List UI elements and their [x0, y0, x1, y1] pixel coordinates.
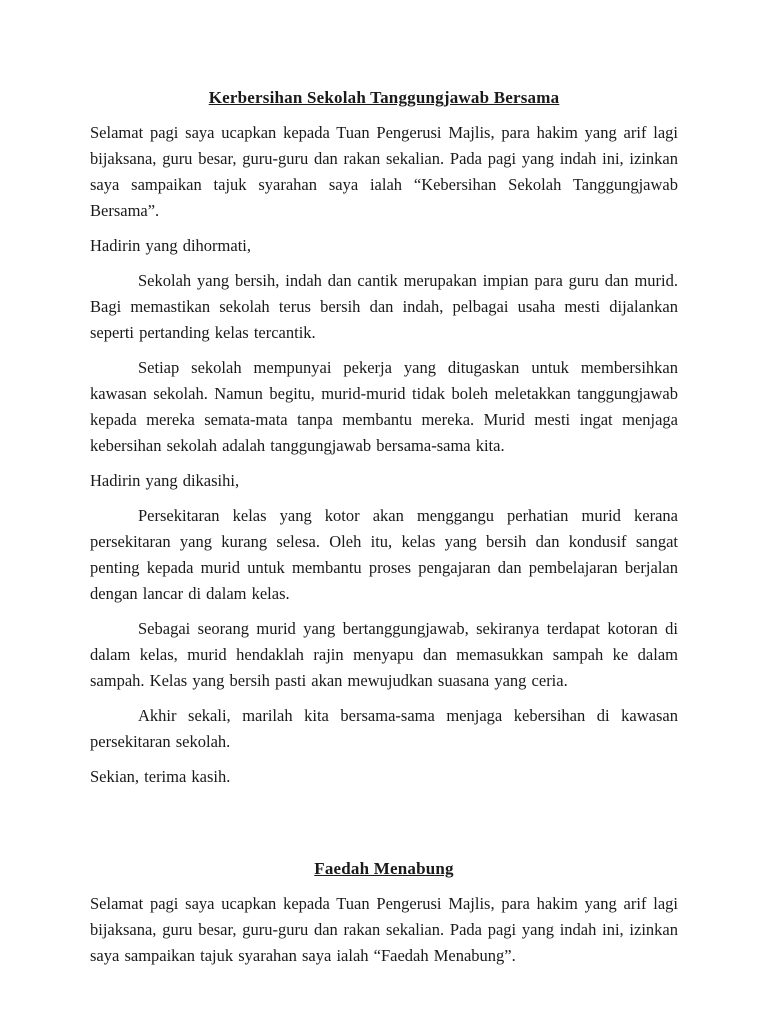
- paragraph: Selamat pagi saya ucapkan kepada Tuan Pengerusi Majlis, para hakim yang arif lagi bijaksana, guru besar, guru-guru dan rakan sekalian. Pada pagi yang indah ini, izinkan saya sampaikan tajuk syarahan saya ialah “Faedah Menabung”.: [90, 894, 678, 965]
- paragraph: Sekian, terima kasih.: [90, 767, 231, 786]
- paragraph: Sebagai seorang murid yang bertanggungjawab, sekiranya terdapat kotoran di dalam kelas, murid hendaklah rajin menyapu dan memasukkan sampah ke dalam sampah. Kelas yang bersih pasti akan mewujudkan suasana yang ceria.: [90, 619, 678, 690]
- paragraph: Akhir sekali, marilah kita bersama-sama menjaga kebersihan di kawasan persekitaran sekolah.: [90, 706, 678, 751]
- paragraph: Setiap sekolah mempunyai pekerja yang ditugaskan untuk membersihkan kawasan sekolah. Namun begitu, murid-murid tidak boleh meletakkan tanggungjawab kepada mereka semata-mata tanpa membantu mereka. Murid mesti ingat menjaga kebersihan sekolah adalah tanggungjawab bersama-sama kita.: [90, 358, 678, 455]
- paragraph: Sekolah yang bersih, indah dan cantik merupakan impian para guru dan murid. Bagi memastikan sekolah terus bersih dan indah, pelbagai usaha mesti dijalankan seperti pertanding kelas tercantik.: [90, 271, 678, 342]
- paragraph: Hadirin yang dikasihi,: [90, 471, 240, 490]
- document-body: [90, 85, 678, 969]
- section-title: Kerbersihan Sekolah Tanggungjawab Bersama: [208, 88, 560, 107]
- section-title: Faedah Menabung: [314, 859, 454, 878]
- paragraph: Hadirin yang dihormati,: [90, 236, 252, 255]
- paragraph: Persekitaran kelas yang kotor akan menggangu perhatian murid kerana persekitaran yang kurang selesa. Oleh itu, kelas yang bersih dan kondusif sangat penting kepada murid untuk membantu proses pengajaran dan pembelajaran berjalan dengan lancar di dalam kelas.: [90, 506, 678, 603]
- paragraph: Selamat pagi saya ucapkan kepada Tuan Pengerusi Majlis, para hakim yang arif lagi bijaksana, guru besar, guru-guru dan rakan sekalian. Pada pagi yang indah ini, izinkan saya sampaikan tajuk syarahan saya ialah “Kebersihan Sekolah Tanggungjawab Bersama”.: [90, 123, 678, 220]
